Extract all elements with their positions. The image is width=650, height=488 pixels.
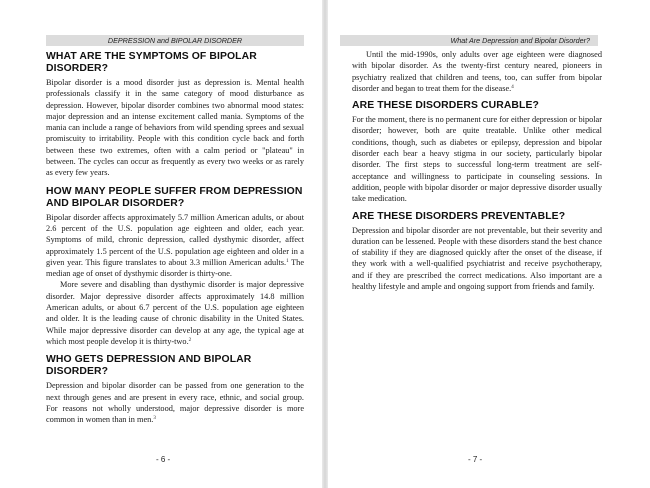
left-page [0,0,322,488]
section-symptoms [46,51,304,179]
section-heading: ARE THESE DISORDERS PREVENTABLE? [352,210,566,222]
footnote-ref: 2 [188,337,192,343]
section-who-gets [46,354,304,425]
footnote-ref: 4 [511,84,514,90]
paragraph-text: Bipolar disorder affects approximately 5.7 million American adults, or about 2.6 percent of the U.S. population age eighteen and older, each year. Symptoms of mild, chronic depression, called dysthymic disorder, affect approximately 1.5 percent of the U.S. population age eighteen and older in a given year. This figure translates to about 3.3 million American adults. [46,212,304,267]
body-paragraph [46,380,304,425]
page-number-right: - 7 - [468,455,483,464]
section-heading: WHO GETS DEPRESSION AND BIPOLAR DISORDER? [46,354,252,378]
body-paragraph: Bipolar disorder is a mood disorder just as depression is. Mental health professionals classify it in the same category of mood disturbance as depression. However, bipolar disorder combines two abnormal mood states: major depression and an intense excitement called mania. Symptoms of the mania can include a range of behaviors from wild spending sprees and sexual promiscuity to irritability. People with this condition cycle back and forth between these two extremes, often with a calm period or "plateau" in between. The cycles can occur as frequently as every two weeks or as rarely as every few years. [46,78,304,178]
section-heading: ARE THESE DISORDERS CURABLE? [352,100,539,112]
paragraph-text: Depression and bipolar disorder can be passed from one generation to the next through genes and are present in every race, ethnic, and social group. For reasons not wholly understood, major depressive disorder is more common in women than in men. [46,381,304,425]
paragraph-text: Until the mid-1990s, only adults over age eighteen were diagnosed with bipolar disorder. As the twenty-first century neared, pioneers in psychiatry realized that children and teens, too, can suffer from bipolar disorder and began to treat them for the disease. [352,50,602,93]
intro-section [352,49,602,94]
running-head-left: DEPRESSION and BIPOLAR DISORDER [46,35,304,46]
section-preventable [352,211,602,293]
section-heading: HOW MANY PEOPLE SUFFER FROM DEPRESSION AND BIPOLAR DISORDER? [46,185,303,209]
paragraph-text: More severe and disabling than dysthymic disorder is major depressive disorder. Major depressive disorder affects approximately 14.8 million American adults, or about 6.7 percent of the U.S. population age eighteen and older. It is the leading cause of chronic disability in the United States. While major depressive disorder can develop at any age, the typical age at which most people develop it is thirty-two. [46,280,304,346]
body-paragraph: Depression and bipolar disorder are not preventable, but their severity and duration can be lessened. People with these disorders stand the best chance of stability if they are diagnosed quickly after the onset of the disease, if they work with a well-qualified psychiatrist and receive psychotherapy, and if they are prescribed the correct medications. Also important are a healthy lifestyle and ample and ongoing support from friends and family. [352,225,602,292]
section-heading: WHAT ARE THE SYMPTOMS OF BIPOLAR DISORDER? [46,51,257,74]
body-paragraph: For the moment, there is no permanent cure for either depression or bipolar disorder; however, both are quite treatable. Unlike other medical conditions, though, such as diabetes or epilepsy, depression and bipolar disorder each bear a heavy stigma in our society, particularly bipolar disorder. The first steps to successful long-term treatment are self-acceptance and willingness to participate in counseling sessions. In addition, people with bipolar disorder or major depressive disorder usually take medication. [352,115,602,204]
section-curable [352,100,602,204]
left-page-content [46,49,304,432]
body-paragraph [46,212,304,280]
page-number-left: - 6 - [156,455,171,464]
footnote-ref: 3 [153,416,156,422]
body-paragraph [352,49,602,94]
right-page [328,0,650,488]
footnote-ref: 1 [286,258,289,264]
body-paragraph [46,279,304,347]
paragraph-text-tail: The median age of onset of dysthymic disorder is thirty-one. [46,257,305,279]
right-page-content [352,49,602,298]
running-head-right: What Are Depression and Bipolar Disorder? [340,35,598,46]
section-prevalence [46,186,304,348]
